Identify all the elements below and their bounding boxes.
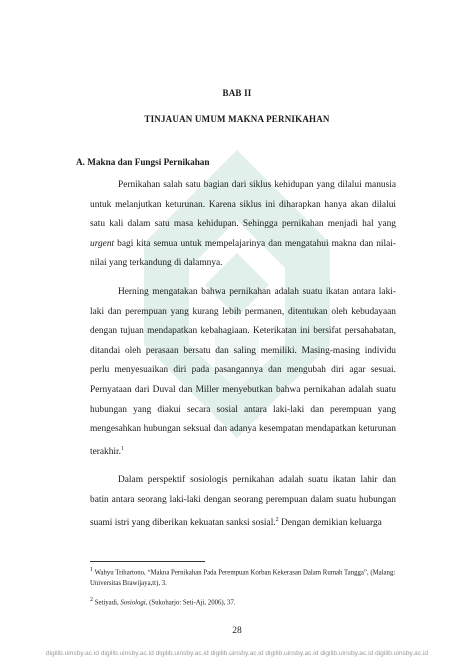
chapter-title: TINJAUAN UMUM MAKNA PERNIKAHAN bbox=[144, 114, 330, 124]
paragraph-2: Herning mengatakan bahwa pernikahan adalah suatu ikatan antara laki-laki dan perempuan yang kurang lebih permanen, ditentukan oleh kebudayaan dengan tujuan mendapatkan kebahagiaan. Keterikatan ini bersifat persahabatan, ditandai oleh perasaan bersatu dan saling memiliki. Masing-masing individu perlu menyesuaikan diri pada pasangannya dan mengubah diri agar sesuai. Pernyataan dari Duval dan Miller menyebutkan bahwa pernikahan adalah suatu hubungan yang diakui secara sosial antara laki-laki dan perempuan yang mengesahkan hubungan seksual dan adanya kesempatan mendapatkan keturunan terakhir.$^1$ bbox=[90, 286, 396, 457]
repository-footer[interactable]: digilib.uinsby.ac.id digilib.uinsby.ac.id digilib.uinsby.ac.id digilib.uinsby.ac.id digilib.uinsby.ac.id digilib.uinsby.ac.id digilib.uinsby.ac.id bbox=[45, 650, 429, 657]
footnote-2: $^2$ Setiyadi, Sosiologi, (Sukoharjo: Seti-Aji, 2006), 37. bbox=[90, 597, 236, 607]
paragraph-1: Pernikahan salah satu bagian dari siklus kehidupan yang dilalui manusia untuk melanjutkan keturunan. Karena siklus ini diharapkan hanya akan dilalui satu kali dalam satu masa kehidupan. Sehingga pernikahan menjadi hal yang urgent bagi kita semua untuk mempelajarinya dan mengatahui makna dan nilai-nilai yang terkandung di dalamnya. bbox=[90, 180, 396, 269]
page-number: 28 bbox=[232, 626, 242, 636]
footnote-ref-2[interactable]: 2 bbox=[275, 516, 279, 523]
footnote-divider bbox=[90, 561, 205, 562]
paragraph-3: Dalam perspektif sosiologis pernikahan adalah suatu ikatan lahir dan batin antara seorang laki-laki dengan seorang perempuan dalam suatu hubungan suami istri yang diberikan kekuatan sanksi sosial.$^2$ Dengan demikian keluarga bbox=[90, 475, 396, 528]
footnote-ref-1[interactable]: 1 bbox=[120, 445, 124, 452]
footnotes bbox=[90, 565, 396, 615]
section-heading: A. Makna dan Fungsi Pernikahan bbox=[76, 157, 210, 167]
footnote-1: $^1$ Wahyu Trihartono, “Makna Pernikahan Pada Perempuan Korban Kekerasan Dalam Rumah Tangga”, (Malang: Universitas Brawijaya,tt), 3. bbox=[90, 567, 396, 587]
chapter-label: BAB II bbox=[222, 88, 252, 98]
body-text bbox=[90, 176, 396, 542]
